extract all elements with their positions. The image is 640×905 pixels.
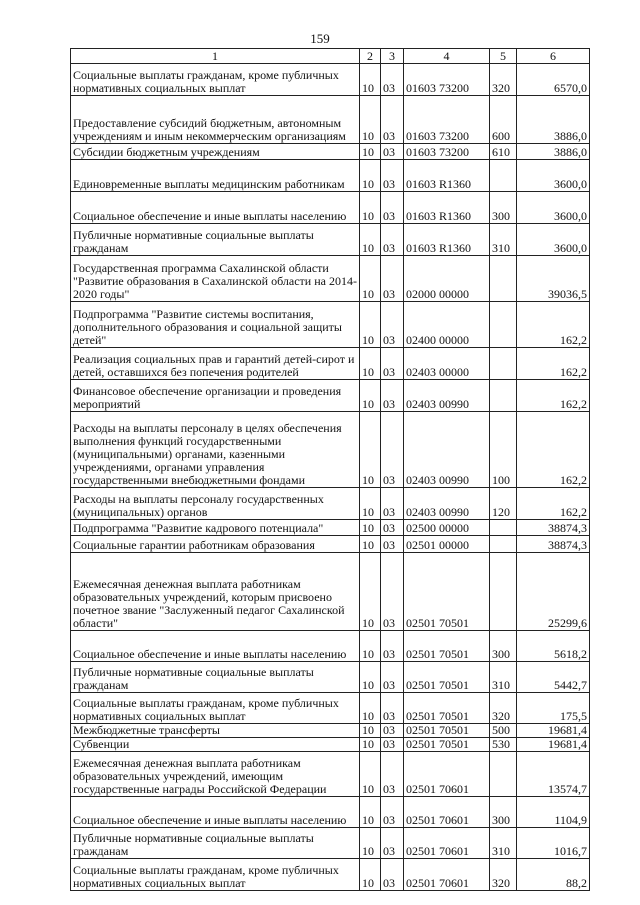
cell-csr: 02403 00000 — [404, 348, 490, 380]
cell-csr: 02403 00990 — [404, 488, 490, 520]
cell-pr: 03 — [381, 536, 404, 553]
cell-vr: 310 — [490, 662, 517, 693]
cell-sum: 13574,7 — [517, 752, 590, 797]
table-row — [71, 144, 590, 160]
cell-pr: 03 — [381, 488, 404, 520]
cell-vr: 610 — [490, 144, 517, 160]
cell-csr: 02501 70601 — [404, 859, 490, 891]
cell-vr: 300 — [490, 192, 517, 224]
cell-csr: 02501 70601 — [404, 797, 490, 828]
cell-pr: 03 — [381, 144, 404, 160]
header-col-6: 6 — [517, 49, 590, 64]
cell-csr: 01603 73200 — [404, 64, 490, 96]
cell-pr: 03 — [381, 797, 404, 828]
cell-rz: 10 — [360, 348, 381, 380]
cell-vr — [490, 380, 517, 412]
cell-name: Подпрограмма "Развитие системы воспитания, дополнительного образования и социальной защиты детей" — [71, 302, 360, 348]
table-row — [71, 797, 590, 828]
cell-rz: 10 — [360, 302, 381, 348]
cell-sum: 88,2 — [517, 859, 590, 891]
cell-csr: 02501 70501 — [404, 738, 490, 752]
cell-sum: 162,2 — [517, 412, 590, 488]
cell-vr: 300 — [490, 797, 517, 828]
cell-name: Социальное обеспечение и иные выплаты населению — [71, 192, 360, 224]
budget-table — [70, 48, 590, 891]
cell-rz: 10 — [360, 536, 381, 553]
cell-csr: 02501 70501 — [404, 693, 490, 724]
cell-sum: 162,2 — [517, 348, 590, 380]
table-row — [71, 412, 590, 488]
cell-sum: 3886,0 — [517, 96, 590, 144]
page-number: 159 — [310, 31, 330, 46]
table-row — [71, 302, 590, 348]
cell-name: Ежемесячная денежная выплата работникам образовательных учреждений, которым присвоено почетное звание "Заслуженный педагог Сахалинской области" — [71, 553, 360, 631]
cell-name: Субсидии бюджетным учреждениям — [71, 144, 360, 160]
cell-rz: 10 — [360, 520, 381, 536]
cell-rz: 10 — [360, 144, 381, 160]
cell-vr: 320 — [490, 693, 517, 724]
cell-csr: 01603 R1360 — [404, 192, 490, 224]
cell-csr: 02501 70501 — [404, 724, 490, 738]
cell-vr: 120 — [490, 488, 517, 520]
cell-vr: 300 — [490, 631, 517, 662]
cell-sum: 162,2 — [517, 380, 590, 412]
cell-pr: 03 — [381, 520, 404, 536]
cell-sum: 5618,2 — [517, 631, 590, 662]
cell-vr — [490, 553, 517, 631]
cell-name: Социальные выплаты гражданам, кроме публичных нормативных социальных выплат — [71, 693, 360, 724]
cell-sum: 3886,0 — [517, 144, 590, 160]
cell-pr: 03 — [381, 828, 404, 859]
cell-vr: 530 — [490, 738, 517, 752]
cell-pr: 03 — [381, 348, 404, 380]
cell-csr: 02501 70501 — [404, 631, 490, 662]
cell-sum: 3600,0 — [517, 160, 590, 192]
cell-vr: 310 — [490, 828, 517, 859]
cell-vr: 500 — [490, 724, 517, 738]
table-row — [71, 256, 590, 302]
cell-csr: 02501 00000 — [404, 536, 490, 553]
header-col-5: 5 — [490, 49, 517, 64]
cell-csr: 02000 00000 — [404, 256, 490, 302]
cell-sum: 3600,0 — [517, 192, 590, 224]
table-row — [71, 64, 590, 96]
cell-name: Государственная программа Сахалинской области "Развитие образования в Сахалинской области на 2014-2020 годы" — [71, 256, 360, 302]
cell-vr — [490, 160, 517, 192]
cell-name: Субвенции — [71, 738, 360, 752]
cell-vr — [490, 752, 517, 797]
cell-name: Подпрограмма "Развитие кадрового потенциала" — [71, 520, 360, 536]
table-row — [71, 693, 590, 724]
cell-name: Единовременные выплаты медицинским работникам — [71, 160, 360, 192]
cell-rz: 10 — [360, 256, 381, 302]
cell-name: Расходы на выплаты персоналу в целях обеспечения выполнения функций государственными (муниципальными) органами, казенными учреждениями, органами управления государственными внебюджетными фондами — [71, 412, 360, 488]
cell-pr: 03 — [381, 192, 404, 224]
cell-sum: 5442,7 — [517, 662, 590, 693]
cell-pr: 03 — [381, 631, 404, 662]
header-col-4: 4 — [404, 49, 490, 64]
cell-csr: 02501 70501 — [404, 553, 490, 631]
table-row — [71, 553, 590, 631]
table-header-row — [71, 49, 590, 64]
cell-vr: 100 — [490, 412, 517, 488]
cell-rz: 10 — [360, 724, 381, 738]
cell-pr: 03 — [381, 724, 404, 738]
cell-pr: 03 — [381, 662, 404, 693]
cell-rz: 10 — [360, 160, 381, 192]
cell-rz: 10 — [360, 738, 381, 752]
table-row — [71, 828, 590, 859]
cell-sum: 38874,3 — [517, 536, 590, 553]
cell-pr: 03 — [381, 380, 404, 412]
cell-pr: 03 — [381, 553, 404, 631]
cell-name: Социальные гарантии работникам образования — [71, 536, 360, 553]
cell-name: Социальное обеспечение и иные выплаты населению — [71, 797, 360, 828]
cell-name: Межбюджетные трансферты — [71, 724, 360, 738]
cell-name: Социальные выплаты гражданам, кроме публичных нормативных социальных выплат — [71, 859, 360, 891]
cell-rz: 10 — [360, 96, 381, 144]
table-row — [71, 520, 590, 536]
cell-rz: 10 — [360, 797, 381, 828]
cell-rz: 10 — [360, 631, 381, 662]
table-row — [71, 160, 590, 192]
cell-name: Социальные выплаты гражданам, кроме публичных нормативных социальных выплат — [71, 64, 360, 96]
cell-name: Расходы на выплаты персоналу государственных (муниципальных) органов — [71, 488, 360, 520]
cell-vr: 320 — [490, 64, 517, 96]
cell-csr: 01603 R1360 — [404, 224, 490, 256]
table-row — [71, 738, 590, 752]
cell-name: Реализация социальных прав и гарантий детей-сирот и детей, оставшихся без попечения родителей — [71, 348, 360, 380]
cell-rz: 10 — [360, 693, 381, 724]
cell-csr: 02400 00000 — [404, 302, 490, 348]
cell-name: Предоставление субсидий бюджетным, автономным учреждениям и иным некоммерческим организациям — [71, 96, 360, 144]
cell-csr: 01603 R1360 — [404, 160, 490, 192]
table-row — [71, 488, 590, 520]
table-row — [71, 631, 590, 662]
cell-sum: 1104,9 — [517, 797, 590, 828]
cell-pr: 03 — [381, 160, 404, 192]
cell-name: Социальное обеспечение и иные выплаты населению — [71, 631, 360, 662]
cell-rz: 10 — [360, 662, 381, 693]
cell-pr: 03 — [381, 859, 404, 891]
cell-sum: 19681,4 — [517, 724, 590, 738]
cell-rz: 10 — [360, 859, 381, 891]
cell-sum: 25299,6 — [517, 553, 590, 631]
table-row — [71, 859, 590, 891]
cell-sum: 162,2 — [517, 302, 590, 348]
table-row — [71, 724, 590, 738]
cell-rz: 10 — [360, 64, 381, 96]
cell-sum: 6570,0 — [517, 64, 590, 96]
table-row — [71, 752, 590, 797]
table-row — [71, 192, 590, 224]
table-row — [71, 380, 590, 412]
header-col-2: 2 — [360, 49, 381, 64]
cell-vr — [490, 520, 517, 536]
cell-vr — [490, 256, 517, 302]
cell-pr: 03 — [381, 752, 404, 797]
cell-vr: 320 — [490, 859, 517, 891]
cell-sum: 1016,7 — [517, 828, 590, 859]
cell-pr: 03 — [381, 412, 404, 488]
table-row — [71, 662, 590, 693]
cell-rz: 10 — [360, 553, 381, 631]
cell-sum: 175,5 — [517, 693, 590, 724]
cell-csr: 01603 73200 — [404, 144, 490, 160]
cell-csr: 02403 00990 — [404, 412, 490, 488]
table-row — [71, 96, 590, 144]
cell-name: Публичные нормативные социальные выплаты гражданам — [71, 662, 360, 693]
cell-vr: 600 — [490, 96, 517, 144]
table-row — [71, 348, 590, 380]
cell-sum: 3600,0 — [517, 224, 590, 256]
header-col-3: 3 — [381, 49, 404, 64]
cell-sum: 162,2 — [517, 488, 590, 520]
cell-rz: 10 — [360, 752, 381, 797]
cell-name: Финансовое обеспечение организации и проведения мероприятий — [71, 380, 360, 412]
cell-vr — [490, 536, 517, 553]
header-col-1: 1 — [71, 49, 360, 64]
table-row — [71, 224, 590, 256]
cell-rz: 10 — [360, 488, 381, 520]
cell-sum: 38874,3 — [517, 520, 590, 536]
cell-rz: 10 — [360, 412, 381, 488]
cell-rz: 10 — [360, 192, 381, 224]
table-row — [71, 536, 590, 553]
cell-csr: 01603 73200 — [404, 96, 490, 144]
cell-csr: 02501 70601 — [404, 752, 490, 797]
cell-csr: 02500 00000 — [404, 520, 490, 536]
cell-rz: 10 — [360, 828, 381, 859]
cell-csr: 02501 70601 — [404, 828, 490, 859]
cell-sum: 19681,4 — [517, 738, 590, 752]
cell-name: Ежемесячная денежная выплата работникам образовательных учреждений, имеющим государственные награды Российской Федерации — [71, 752, 360, 797]
cell-pr: 03 — [381, 693, 404, 724]
cell-sum: 39036,5 — [517, 256, 590, 302]
cell-rz: 10 — [360, 224, 381, 256]
cell-pr: 03 — [381, 738, 404, 752]
cell-csr: 02403 00990 — [404, 380, 490, 412]
cell-vr — [490, 302, 517, 348]
cell-pr: 03 — [381, 302, 404, 348]
cell-csr: 02501 70501 — [404, 662, 490, 693]
cell-pr: 03 — [381, 224, 404, 256]
cell-rz: 10 — [360, 380, 381, 412]
cell-vr: 310 — [490, 224, 517, 256]
cell-name: Публичные нормативные социальные выплаты гражданам — [71, 224, 360, 256]
cell-pr: 03 — [381, 64, 404, 96]
cell-vr — [490, 348, 517, 380]
cell-pr: 03 — [381, 96, 404, 144]
cell-pr: 03 — [381, 256, 404, 302]
cell-name: Публичные нормативные социальные выплаты гражданам — [71, 828, 360, 859]
